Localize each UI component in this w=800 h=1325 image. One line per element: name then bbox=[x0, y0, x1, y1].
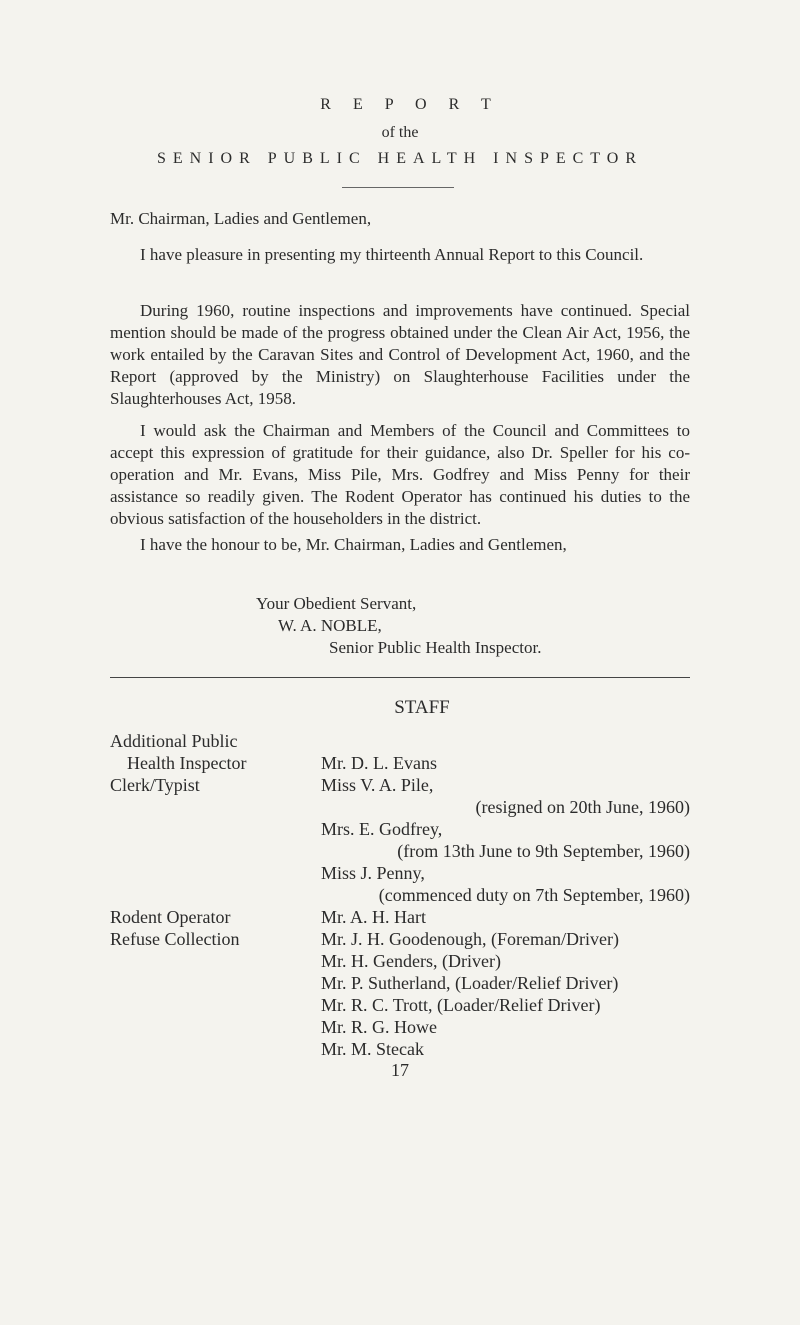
staff-evans: Mr. D. L. Evans bbox=[321, 753, 437, 773]
role-additional-line1: Additional Public bbox=[110, 731, 238, 751]
section-divider bbox=[110, 677, 690, 678]
role-refuse: Refuse Collection bbox=[110, 929, 240, 949]
signature-title: Senior Public Health Inspector. bbox=[329, 638, 542, 657]
staff-sutherland: Mr. P. Sutherland, (Loader/Relief Driver) bbox=[321, 973, 619, 993]
staff-godfrey-note: (from 13th June to 9th September, 1960) bbox=[397, 841, 690, 861]
role-rodent: Rodent Operator bbox=[110, 907, 231, 927]
staff-howe: Mr. R. G. Howe bbox=[321, 1017, 437, 1037]
staff-trott: Mr. R. C. Trott, (Loader/Relief Driver) bbox=[321, 995, 601, 1015]
salutation: Mr. Chairman, Ladies and Gentlemen, bbox=[110, 209, 372, 228]
signature-name: W. A. NOBLE, bbox=[278, 616, 382, 635]
staff-hart: Mr. A. H. Hart bbox=[321, 907, 426, 927]
staff-genders: Mr. H. Genders, (Driver) bbox=[321, 951, 501, 971]
page-number: 17 bbox=[391, 1060, 409, 1080]
paragraph-gratitude: I would ask the Chairman and Members of the Council and Committees to accept this expression of gratitude for their guidance, also Dr. Speller for his co-operation and Mr. Evans, Miss Pile, Mrs. Godfrey and Miss Penny for their assistance so readily given. The Rodent Operator has continued his duties to the obvious satisfaction of the householders in the district. bbox=[110, 421, 690, 528]
staff-pile-note: (resigned on 20th June, 1960) bbox=[475, 797, 690, 817]
staff-heading: STAFF bbox=[394, 697, 450, 718]
report-subheading: of the bbox=[381, 124, 419, 141]
staff-stecak: Mr. M. Stecak bbox=[321, 1039, 424, 1059]
report-heading: R E P O R T bbox=[320, 96, 500, 113]
paragraph-progress: During 1960, routine inspections and improvements have continued. Special mention should be made of the progress obtained under the Clean Air Act, 1956, the work entailed by the Caravan Sites and Control of Development Act, 1960, and the Report (approved by the Ministry) on Slaughterhouse Facilities under the Slaughterhouses Act, 1958. bbox=[110, 301, 690, 408]
staff-goodenough: Mr. J. H. Goodenough, (Foreman/Driver) bbox=[321, 929, 619, 949]
report-title: SENIOR PUBLIC HEALTH INSPECTOR bbox=[156, 150, 644, 167]
closing: Your Obedient Servant, bbox=[256, 594, 417, 613]
role-clerk: Clerk/Typist bbox=[110, 775, 200, 795]
staff-penny-note: (commenced duty on 7th September, 1960) bbox=[378, 885, 690, 905]
role-additional-line2: Health Inspector bbox=[127, 753, 247, 773]
staff-pile: Miss V. A. Pile, bbox=[321, 775, 434, 795]
title-divider bbox=[342, 187, 454, 188]
staff-godfrey: Mrs. E. Godfrey, bbox=[321, 819, 443, 839]
staff-penny: Miss J. Penny, bbox=[321, 863, 425, 883]
paragraph-intro: I have pleasure in presenting my thirteenth Annual Report to this Council. bbox=[140, 245, 644, 264]
paragraph-honour: I have the honour to be, Mr. Chairman, Ladies and Gentlemen, bbox=[140, 535, 567, 554]
